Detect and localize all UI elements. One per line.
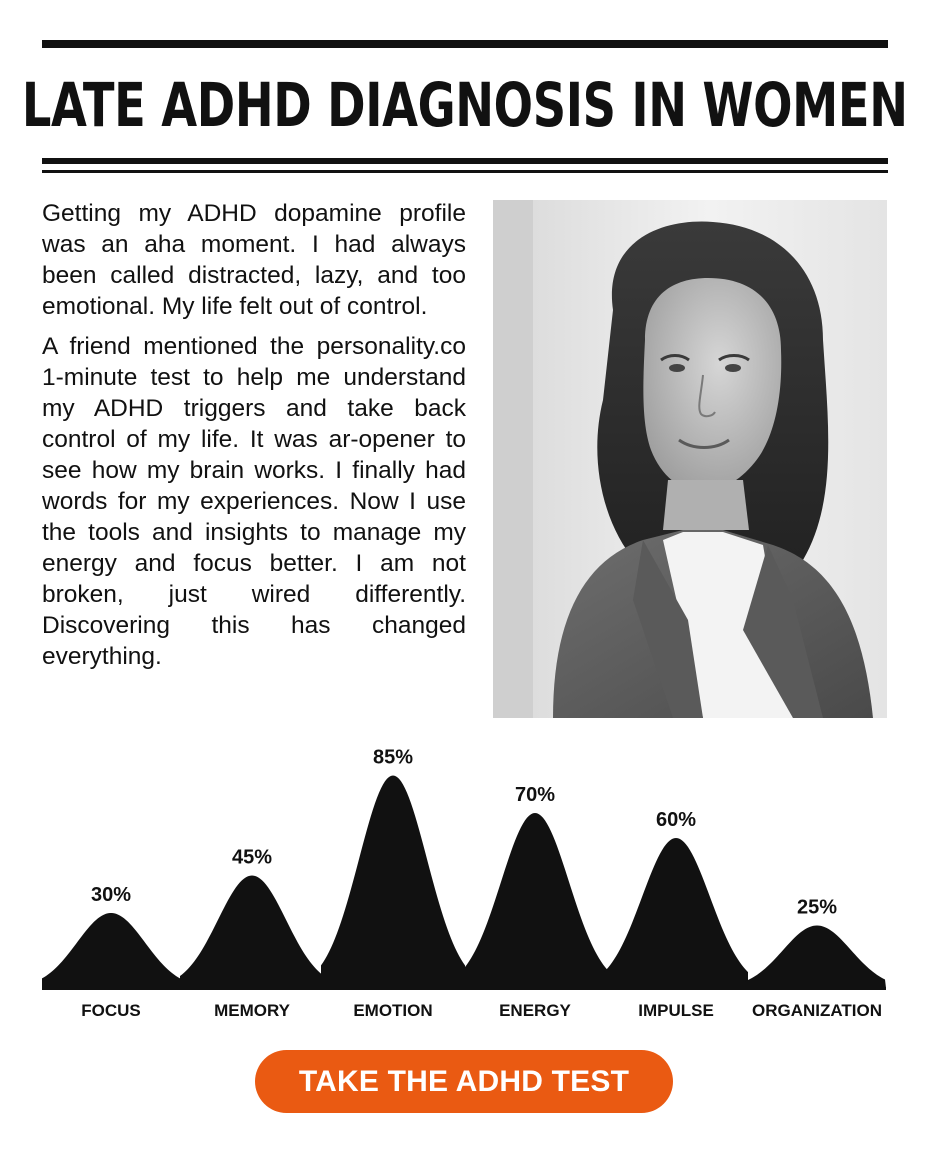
- header-bottom-rule: [42, 158, 888, 164]
- chart-peak-memory: [180, 876, 324, 989]
- chart-category-label: EMOTION: [353, 1001, 433, 1020]
- chart-value-label: 25%: [796, 896, 838, 919]
- trait-distribution-chart: [0, 730, 928, 1030]
- header-bottom-thin-rule: [42, 170, 888, 173]
- chart-peak-impulse: [604, 838, 748, 988]
- chart-category-label: MEMORY: [214, 1001, 290, 1020]
- woman-portrait-photo: [493, 200, 887, 718]
- chart-value-label: 85%: [372, 746, 414, 769]
- chart-category-label: ENERGY: [499, 1001, 571, 1020]
- article-paragraph: A friend mentioned the personality.co 1-minute test to help me understand my ADHD triggers and take back control of my life. It was ar-opener to see how my brain works. I finally had words for my experiences. Now I use the tools and insights to manage my energy and focus better. I am not broken, just wired differently. Discovering this has changed everything.: [42, 333, 466, 670]
- chart-value-label: 30%: [90, 884, 132, 906]
- chart-value-label: 70%: [514, 784, 556, 806]
- take-test-button[interactable]: TAKE THE ADHD TEST: [255, 1050, 673, 1113]
- chart-baseline: [42, 987, 886, 990]
- chart-value-label: 60%: [655, 809, 697, 831]
- chart-peak-energy: [463, 813, 607, 988]
- article-paragraph: Getting my ADHD dopamine profile was an aha moment. I had always been called distracted, lazy, and too emotional. My life felt out of control.: [42, 200, 466, 320]
- chart-peak-organization: [745, 926, 886, 989]
- chart-category-label: FOCUS: [81, 1001, 141, 1020]
- chart-category-label: IMPULSE: [638, 1001, 714, 1020]
- chart-peak-emotion: [321, 776, 465, 989]
- chart-peak-focus: [42, 913, 183, 988]
- header-top-rule: [42, 40, 888, 48]
- headline: [22, 60, 908, 150]
- chart-category-label: ORGANIZATION: [751, 1001, 883, 1020]
- article-body: [42, 198, 466, 681]
- chart-value-label: 45%: [231, 846, 273, 869]
- page-title: LATE ADHD DIAGNOSIS IN WOMEN: [22, 69, 908, 141]
